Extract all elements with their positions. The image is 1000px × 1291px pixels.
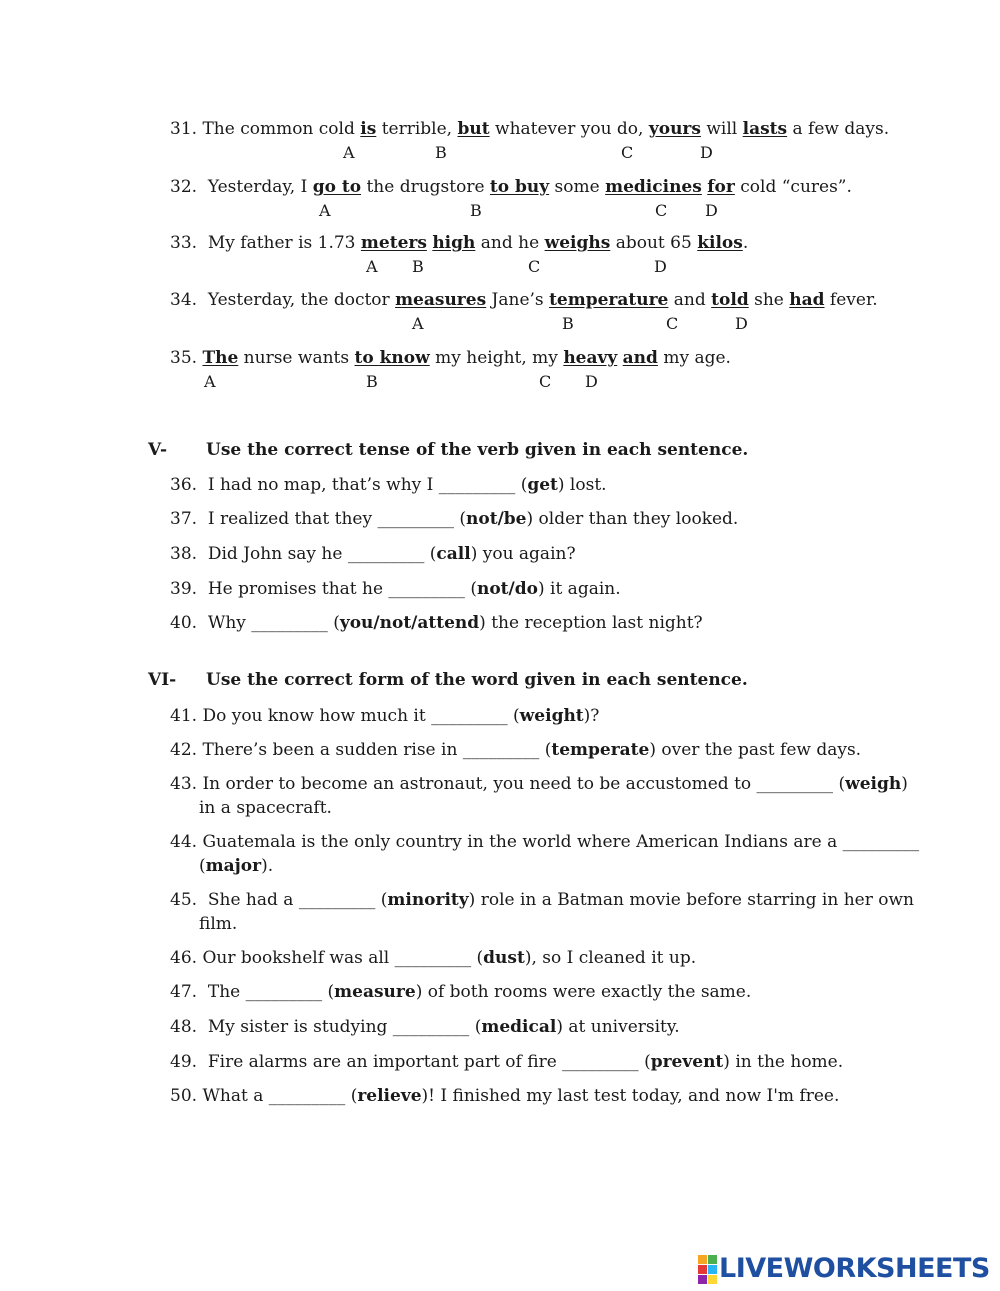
question-text: What a _________ ( bbox=[202, 1086, 358, 1106]
underlined-option-a: measures bbox=[395, 290, 487, 310]
question-text: nurse wants bbox=[238, 348, 355, 368]
logo-text: LIVEWORKSHEETS bbox=[719, 1253, 990, 1284]
question-number: 31. bbox=[170, 119, 198, 139]
cue-word: weigh bbox=[845, 774, 902, 794]
question-45-continuation: film. bbox=[199, 914, 238, 934]
letter-a: A bbox=[366, 257, 378, 276]
question-42 bbox=[170, 739, 861, 761]
logo-square bbox=[708, 1275, 717, 1284]
question-text: My sister is studying _________ ( bbox=[207, 1017, 482, 1037]
question-text: some bbox=[549, 177, 606, 197]
question-number: 42. bbox=[170, 740, 198, 760]
letter-c: C bbox=[528, 257, 541, 276]
question-47 bbox=[170, 981, 751, 1003]
letter-c: C bbox=[539, 372, 552, 391]
question-text: There’s been a sudden rise in _________ ( bbox=[202, 740, 552, 760]
cue-word: call bbox=[436, 544, 471, 564]
question-text: ) bbox=[901, 774, 908, 794]
question-40 bbox=[170, 612, 703, 634]
letter-b: B bbox=[562, 314, 574, 333]
question-number: 49. bbox=[170, 1052, 198, 1072]
question-text: ) at university. bbox=[556, 1017, 680, 1037]
question-text: I had no map, that’s why I _________ ( bbox=[207, 475, 528, 495]
question-36 bbox=[170, 474, 607, 496]
letter-d: D bbox=[654, 257, 667, 276]
question-text: will bbox=[700, 119, 743, 139]
section-label: VI- bbox=[148, 670, 177, 690]
logo-square bbox=[708, 1255, 717, 1264]
question-number: 47. bbox=[170, 982, 198, 1002]
question-text: The common cold bbox=[202, 119, 361, 139]
cue-word: medical bbox=[481, 1017, 557, 1037]
letter-a: A bbox=[343, 143, 355, 162]
underlined-option-a: is bbox=[360, 119, 377, 139]
question-text: )? bbox=[583, 706, 600, 726]
question-39 bbox=[170, 578, 621, 600]
question-text: ) you again? bbox=[470, 544, 576, 564]
question-41 bbox=[170, 705, 599, 727]
question-text: ), so I cleaned it up. bbox=[524, 948, 697, 968]
question-number: 39. bbox=[170, 579, 198, 599]
question-text: The _________ ( bbox=[207, 982, 335, 1002]
question-text: and he bbox=[475, 233, 545, 253]
question-text: )! I finished my last test today, and now I'm free. bbox=[421, 1086, 840, 1106]
question-text: Our bookshelf was all _________ ( bbox=[202, 948, 484, 968]
question-text: In order to become an astronaut, you need to be accustomed to _________ ( bbox=[202, 774, 846, 794]
question-text: my height, my bbox=[429, 348, 564, 368]
letter-b: B bbox=[470, 201, 482, 220]
question-text: I realized that they _________ ( bbox=[207, 509, 467, 529]
question-text: She had a _________ ( bbox=[207, 890, 388, 910]
logo-square bbox=[698, 1255, 707, 1264]
underlined-option-d: had bbox=[789, 290, 825, 310]
cue-word: not/do bbox=[476, 579, 538, 599]
question-number: 38. bbox=[170, 544, 198, 564]
underlined-option-d: kilos bbox=[697, 233, 743, 253]
question-number: 48. bbox=[170, 1017, 198, 1037]
question-text: ( bbox=[199, 856, 206, 876]
letter-a: A bbox=[412, 314, 424, 333]
question-text: ) it again. bbox=[537, 579, 621, 599]
underlined-option-b: to know bbox=[354, 348, 430, 368]
question-text: ). bbox=[261, 856, 274, 876]
underlined-option-a: go to bbox=[312, 177, 362, 197]
section-vi-heading bbox=[148, 670, 848, 692]
section-title: Use the correct form of the word given in each sentence. bbox=[206, 670, 748, 690]
cue-word: measure bbox=[334, 982, 416, 1002]
question-text: Why _________ ( bbox=[207, 613, 340, 633]
underlined-option-c: yours bbox=[648, 119, 701, 139]
question-text: a few days. bbox=[787, 119, 890, 139]
question-43-continuation: in a spacecraft. bbox=[199, 798, 332, 818]
letter-d: D bbox=[700, 143, 713, 162]
cue-word: relieve bbox=[357, 1086, 422, 1106]
logo-icon bbox=[698, 1255, 717, 1284]
question-number: 41. bbox=[170, 706, 198, 726]
underlined-option-c: heavy bbox=[563, 348, 618, 368]
cue-word: not/be bbox=[466, 509, 527, 529]
logo-square bbox=[708, 1265, 717, 1274]
letter-b: B bbox=[412, 257, 424, 276]
letter-d: D bbox=[705, 201, 718, 220]
question-number: 50. bbox=[170, 1086, 198, 1106]
question-text: He promises that he _________ ( bbox=[207, 579, 477, 599]
question-50 bbox=[170, 1085, 839, 1107]
question-number: 32. bbox=[170, 177, 198, 197]
cue-word: temperate bbox=[551, 740, 650, 760]
question-text: about 65 bbox=[610, 233, 698, 253]
question-text: Jane’s bbox=[486, 290, 550, 310]
underlined-option-a: meters bbox=[360, 233, 427, 253]
question-number: 37. bbox=[170, 509, 198, 529]
cue-word: prevent bbox=[650, 1052, 724, 1072]
underlined-option-d: and bbox=[622, 348, 658, 368]
cue-word: get bbox=[527, 475, 558, 495]
question-text: ) older than they looked. bbox=[526, 509, 739, 529]
question-number: 35. bbox=[170, 348, 198, 368]
question-number: 45. bbox=[170, 890, 198, 910]
cue-word: major bbox=[205, 856, 262, 876]
underlined-option-d: for bbox=[707, 177, 735, 197]
question-text: ) role in a Batman movie before starring in her own bbox=[468, 890, 914, 910]
question-37 bbox=[170, 508, 738, 530]
question-33 bbox=[170, 232, 748, 254]
question-35 bbox=[170, 347, 731, 369]
question-34 bbox=[170, 289, 878, 311]
question-text: ) of both rooms were exactly the same. bbox=[415, 982, 752, 1002]
question-number: 40. bbox=[170, 613, 198, 633]
question-number: 34. bbox=[170, 290, 198, 310]
cue-word: weight bbox=[519, 706, 584, 726]
question-text: Yesterday, the doctor bbox=[207, 290, 396, 310]
letter-d: D bbox=[585, 372, 598, 391]
question-text: fever. bbox=[824, 290, 878, 310]
question-text: Guatemala is the only country in the world where American Indians are a _________ bbox=[202, 832, 920, 852]
question-31 bbox=[170, 118, 889, 140]
question-number: 33. bbox=[170, 233, 198, 253]
question-43 bbox=[170, 773, 908, 795]
cue-word: minority bbox=[387, 890, 469, 910]
question-44-continuation bbox=[199, 855, 273, 877]
section-label: V- bbox=[148, 440, 168, 460]
question-number: 46. bbox=[170, 948, 198, 968]
question-38 bbox=[170, 543, 576, 565]
section-title: Use the correct tense of the verb given in each sentence. bbox=[206, 440, 749, 460]
question-number: 43. bbox=[170, 774, 198, 794]
question-text: ) in the home. bbox=[723, 1052, 844, 1072]
logo-square bbox=[698, 1275, 707, 1284]
question-46 bbox=[170, 947, 696, 969]
underlined-option-c: medicines bbox=[605, 177, 702, 197]
underlined-option-c: told bbox=[711, 290, 749, 310]
underlined-option-d: lasts bbox=[742, 119, 788, 139]
underlined-option-c: weighs bbox=[544, 233, 611, 253]
question-text: terrible, bbox=[376, 119, 458, 139]
question-45 bbox=[170, 889, 914, 911]
question-text: my age. bbox=[657, 348, 731, 368]
question-number: 36. bbox=[170, 475, 198, 495]
question-44 bbox=[170, 831, 919, 853]
letter-b: B bbox=[435, 143, 447, 162]
letter-c: C bbox=[655, 201, 668, 220]
cue-word: dust bbox=[483, 948, 525, 968]
question-text: Fire alarms are an important part of fire _________ ( bbox=[207, 1052, 651, 1072]
question-text: and bbox=[668, 290, 712, 310]
letter-a: A bbox=[319, 201, 331, 220]
underlined-option-b: but bbox=[457, 119, 490, 139]
question-32 bbox=[170, 176, 852, 198]
section-v-heading bbox=[148, 440, 848, 462]
cue-word: you/not/attend bbox=[339, 613, 480, 633]
question-text: whatever you do, bbox=[489, 119, 649, 139]
question-49 bbox=[170, 1051, 843, 1073]
question-text: . bbox=[742, 233, 749, 253]
logo-square bbox=[698, 1265, 707, 1274]
underlined-option-b: high bbox=[432, 233, 476, 253]
question-text: Did John say he _________ ( bbox=[207, 544, 437, 564]
letter-d: D bbox=[735, 314, 748, 333]
question-text: ) over the past few days. bbox=[649, 740, 862, 760]
question-number: 44. bbox=[170, 832, 198, 852]
liveworksheets-logo bbox=[698, 1253, 990, 1285]
letter-a: A bbox=[204, 372, 216, 391]
question-text: ) the reception last night? bbox=[479, 613, 703, 633]
underlined-option-b: to buy bbox=[489, 177, 550, 197]
question-text: the drugstore bbox=[361, 177, 490, 197]
letter-c: C bbox=[666, 314, 679, 333]
question-text: ) lost. bbox=[557, 475, 607, 495]
question-text: Do you know how much it _________ ( bbox=[202, 706, 520, 726]
underlined-option-b: temperature bbox=[549, 290, 669, 310]
question-text: My father is 1.73 bbox=[207, 233, 361, 253]
question-text: Yesterday, I bbox=[207, 177, 313, 197]
question-48 bbox=[170, 1016, 680, 1038]
underlined-option-a: The bbox=[202, 348, 239, 368]
letter-b: B bbox=[366, 372, 378, 391]
question-text: cold “cures”. bbox=[734, 177, 852, 197]
question-text: she bbox=[748, 290, 790, 310]
letter-c: C bbox=[621, 143, 634, 162]
